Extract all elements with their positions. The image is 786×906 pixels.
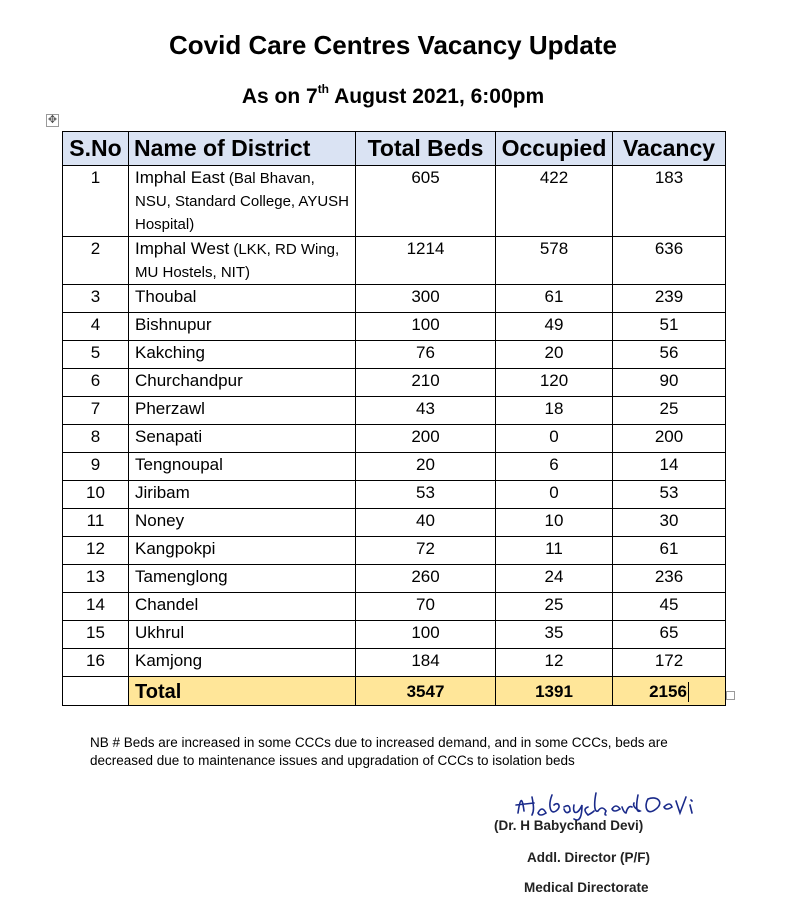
cell-sno: 11 bbox=[63, 509, 129, 537]
table-row bbox=[63, 313, 726, 341]
cell-total-beds: 260 bbox=[356, 565, 496, 593]
cell-occupied: 10 bbox=[496, 509, 613, 537]
document-title: Covid Care Centres Vacancy Update bbox=[169, 30, 617, 60]
cell-district bbox=[129, 341, 356, 369]
subtitle-suffix: August 2021, 6:00pm bbox=[329, 85, 545, 108]
cell-vacancy: 45 bbox=[613, 593, 726, 621]
cell-sno: 13 bbox=[63, 565, 129, 593]
cell-total-beds: 300 bbox=[356, 285, 496, 313]
cell-occupied: 20 bbox=[496, 341, 613, 369]
table-total-row bbox=[63, 677, 726, 706]
district-name: Senapati bbox=[135, 427, 203, 446]
cell-total-beds: 76 bbox=[356, 341, 496, 369]
district-name: Bishnupur bbox=[135, 315, 212, 334]
cell-vacancy: 636 bbox=[613, 237, 726, 285]
table-row bbox=[63, 593, 726, 621]
cell-total-beds: 72 bbox=[356, 537, 496, 565]
header-vacancy: Vacancy bbox=[613, 132, 726, 166]
cell-vacancy: 236 bbox=[613, 565, 726, 593]
cell-sno: 7 bbox=[63, 397, 129, 425]
cell-sno: 10 bbox=[63, 481, 129, 509]
cell-district bbox=[129, 649, 356, 677]
cell-total-beds: 100 bbox=[356, 621, 496, 649]
cell-occupied: 25 bbox=[496, 593, 613, 621]
cell-vacancy: 30 bbox=[613, 509, 726, 537]
cell-total-beds: 40 bbox=[356, 509, 496, 537]
cell-occupied: 0 bbox=[496, 425, 613, 453]
cell-total-beds: 1214 bbox=[356, 237, 496, 285]
cell-occupied: 578 bbox=[496, 237, 613, 285]
cell-sno: 9 bbox=[63, 453, 129, 481]
cell-total-beds: 100 bbox=[356, 313, 496, 341]
district-detail: (LKK, RD Wing, MU Hostels, NIT) bbox=[135, 241, 340, 281]
district-name: Pherzawl bbox=[135, 399, 205, 418]
cell-total-beds: 53 bbox=[356, 481, 496, 509]
signatory-name: (Dr. H Babychand Devi) bbox=[494, 818, 644, 833]
square-handle-icon[interactable] bbox=[726, 691, 735, 700]
cell-district bbox=[129, 313, 356, 341]
document-subtitle bbox=[0, 84, 786, 109]
cell-occupied: 0 bbox=[496, 481, 613, 509]
table-row bbox=[63, 649, 726, 677]
total-label: Total bbox=[129, 677, 356, 706]
table-row bbox=[63, 341, 726, 369]
cell-district bbox=[129, 285, 356, 313]
cell-total-beds: 70 bbox=[356, 593, 496, 621]
district-name: Tengnoupal bbox=[135, 455, 223, 474]
cell-vacancy: 25 bbox=[613, 397, 726, 425]
cell-district bbox=[129, 593, 356, 621]
header-total-beds: Total Beds bbox=[356, 132, 496, 166]
cell-total-beds: 200 bbox=[356, 425, 496, 453]
cell-district bbox=[129, 621, 356, 649]
four-arrows-icon[interactable]: ✥ bbox=[47, 114, 58, 126]
cell-sno: 14 bbox=[63, 593, 129, 621]
cell-district bbox=[129, 369, 356, 397]
district-name: Kangpokpi bbox=[135, 539, 216, 558]
cell-occupied: 12 bbox=[496, 649, 613, 677]
table-row bbox=[63, 537, 726, 565]
cell-occupied: 24 bbox=[496, 565, 613, 593]
cell-vacancy: 53 bbox=[613, 481, 726, 509]
cell-district bbox=[129, 237, 356, 285]
header-district: Name of District bbox=[129, 132, 356, 166]
cell-occupied: 120 bbox=[496, 369, 613, 397]
vacancy-table bbox=[62, 131, 726, 706]
table-row bbox=[63, 509, 726, 537]
cell-sno: 3 bbox=[63, 285, 129, 313]
cell-occupied: 35 bbox=[496, 621, 613, 649]
cell-vacancy: 172 bbox=[613, 649, 726, 677]
cell-total-beds: 605 bbox=[356, 166, 496, 237]
text-cursor bbox=[688, 682, 689, 702]
cell-vacancy: 51 bbox=[613, 313, 726, 341]
cell-vacancy: 61 bbox=[613, 537, 726, 565]
district-name: Kakching bbox=[135, 343, 205, 362]
total-vacancy-cell[interactable] bbox=[613, 677, 726, 706]
district-name: Imphal East bbox=[135, 168, 225, 187]
note-text: NB # Beds are increased in some CCCs due to increased demand, and in some CCCs, beds are decreased due to maintenance issues and upgradation of CCCs to isolation beds bbox=[90, 735, 668, 768]
cell-vacancy: 200 bbox=[613, 425, 726, 453]
header-sno: S.No bbox=[63, 132, 129, 166]
cell-district bbox=[129, 509, 356, 537]
cell-district bbox=[129, 565, 356, 593]
cell-sno: 15 bbox=[63, 621, 129, 649]
cell-occupied: 49 bbox=[496, 313, 613, 341]
signatory-designation: Addl. Director (P/F) bbox=[527, 850, 651, 865]
cell-total-blank bbox=[63, 677, 129, 706]
cell-district bbox=[129, 453, 356, 481]
table-row bbox=[63, 453, 726, 481]
table-header-row bbox=[63, 132, 726, 166]
cell-sno: 16 bbox=[63, 649, 129, 677]
cell-sno: 4 bbox=[63, 313, 129, 341]
table-row bbox=[63, 425, 726, 453]
district-detail: (Bal Bhavan, NSU, Standard College, AYUSH Hospital) bbox=[135, 170, 349, 233]
district-name: Chandel bbox=[135, 595, 199, 614]
table-row bbox=[63, 285, 726, 313]
cell-sno: 8 bbox=[63, 425, 129, 453]
signatory-office: Medical Directorate bbox=[524, 880, 649, 895]
subtitle-prefix: As on 7 bbox=[241, 85, 318, 108]
table-row bbox=[63, 237, 726, 285]
cell-occupied: 6 bbox=[496, 453, 613, 481]
table-row bbox=[63, 621, 726, 649]
cell-vacancy: 239 bbox=[613, 285, 726, 313]
district-name: Thoubal bbox=[135, 287, 197, 306]
table-row bbox=[63, 397, 726, 425]
table-body bbox=[63, 166, 726, 706]
district-name: Tamenglong bbox=[135, 567, 228, 586]
total-occupied-sum: 1391 bbox=[496, 677, 613, 706]
cell-occupied: 18 bbox=[496, 397, 613, 425]
cell-sno: 6 bbox=[63, 369, 129, 397]
cell-occupied: 422 bbox=[496, 166, 613, 237]
cell-district bbox=[129, 537, 356, 565]
cell-sno: 5 bbox=[63, 341, 129, 369]
district-name: Imphal West bbox=[135, 239, 230, 258]
district-name: Ukhrul bbox=[135, 623, 185, 642]
district-name: Churchandpur bbox=[135, 371, 243, 390]
cell-vacancy: 56 bbox=[613, 341, 726, 369]
district-name: Jiribam bbox=[135, 483, 190, 502]
cell-district bbox=[129, 425, 356, 453]
cell-sno: 2 bbox=[63, 237, 129, 285]
cell-vacancy: 183 bbox=[613, 166, 726, 237]
cell-total-beds: 20 bbox=[356, 453, 496, 481]
table-row bbox=[63, 481, 726, 509]
cell-vacancy: 65 bbox=[613, 621, 726, 649]
cell-sno: 12 bbox=[63, 537, 129, 565]
district-name: Noney bbox=[135, 511, 185, 530]
cell-vacancy: 90 bbox=[613, 369, 726, 397]
cell-occupied: 61 bbox=[496, 285, 613, 313]
cell-total-beds: 210 bbox=[356, 369, 496, 397]
total-beds-sum: 3547 bbox=[356, 677, 496, 706]
subtitle-superscript: th bbox=[317, 82, 330, 96]
cell-occupied: 11 bbox=[496, 537, 613, 565]
cell-total-beds: 184 bbox=[356, 649, 496, 677]
cell-district bbox=[129, 397, 356, 425]
district-name: Kamjong bbox=[135, 651, 203, 670]
header-occupied: Occupied bbox=[496, 132, 613, 166]
cell-sno: 1 bbox=[63, 166, 129, 237]
total-vacancy-sum: 2156 bbox=[649, 681, 687, 701]
cell-total-beds: 43 bbox=[356, 397, 496, 425]
table-row bbox=[63, 369, 726, 397]
table-row bbox=[63, 166, 726, 237]
cell-vacancy: 14 bbox=[613, 453, 726, 481]
table-row bbox=[63, 565, 726, 593]
cell-district bbox=[129, 481, 356, 509]
cell-district bbox=[129, 166, 356, 237]
